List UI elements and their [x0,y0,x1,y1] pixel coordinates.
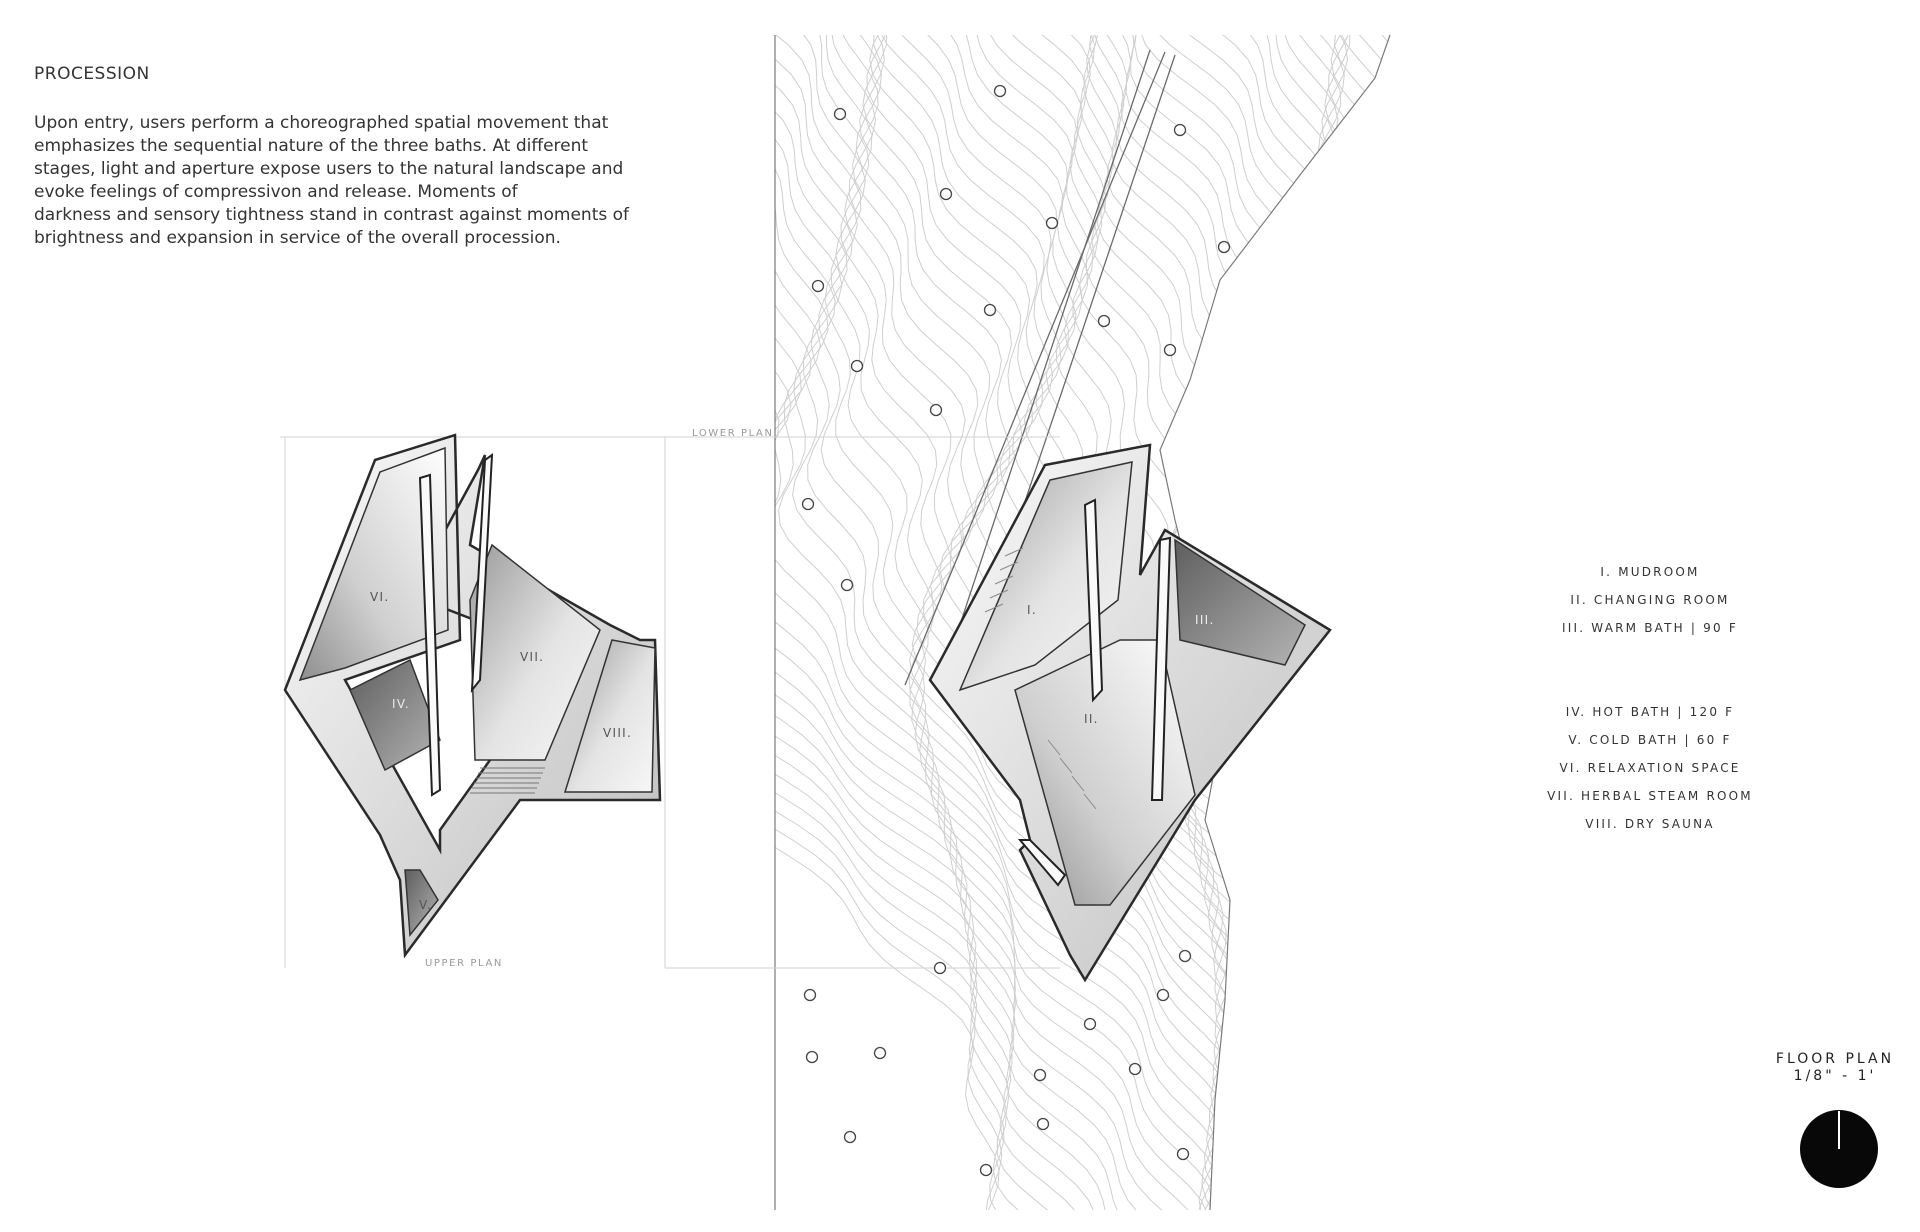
tree-marker [1035,1070,1046,1081]
tree-marker [931,405,942,416]
legend-item: VII. HERBAL STEAM ROOM [1547,789,1753,803]
tree-marker [875,1048,886,1059]
tree-marker [842,580,853,591]
tree-marker [835,109,846,120]
north-arrow-icon [1800,1110,1878,1188]
upper-plan-caption: UPPER PLAN [425,958,503,969]
room-legend [1490,558,1810,838]
tree-marker [981,1165,992,1176]
tree-marker [1165,345,1176,356]
legend-item: VIII. DRY SAUNA [1585,817,1715,831]
tree-marker [1038,1119,1049,1130]
room-label-viii: VIII. [603,726,633,740]
tree-marker [1085,1019,1096,1030]
tree-marker [995,86,1006,97]
tree-marker [803,499,814,510]
tree-marker [935,963,946,974]
legend-item: III. WARM BATH | 90 F [1562,621,1738,635]
tree-marker [1158,990,1169,1001]
room-label-ii: II. [1084,712,1099,726]
legend-item: V. COLD BATH | 60 F [1568,733,1732,747]
procession-description [34,112,629,250]
description-line: stages, light and aperture expose users to the natural landscape and [34,159,624,179]
description-line: evoke feelings of compressivon and release. Moments of [34,182,518,202]
room-label-iii: III. [1195,613,1215,627]
tree-marker [852,361,863,372]
drawing-title: FLOOR PLAN [1775,1051,1895,1067]
tree-marker [1178,1149,1189,1160]
description-line: darkness and sensory tightness stand in contrast against moments of [34,205,629,225]
legend-item: I. MUDROOM [1600,565,1700,579]
tree-marker [1219,242,1230,253]
tree-marker [1130,1064,1141,1075]
upper-plan [285,435,660,955]
room-label-iv: IV. [392,697,410,711]
tree-marker [941,189,952,200]
tree-marker [807,1052,818,1063]
description-line: Upon entry, users perform a choreographed spatial movement that [34,113,609,133]
tree-marker [1180,951,1191,962]
room-label-v: V. [419,898,433,912]
tree-marker [813,281,824,292]
tree-marker [1175,125,1186,136]
drawing-scale: 1/8" - 1' [1793,1068,1877,1084]
tree-marker [845,1132,856,1143]
tree-marker [1047,218,1058,229]
room-label-i: I. [1027,603,1037,617]
description-line: brightness and expansion in service of the overall procession. [34,228,561,248]
tree-marker [805,990,816,1001]
room-label-vi: VI. [370,590,390,604]
lower-plan-caption: LOWER PLAN [692,428,774,439]
tree-marker [985,305,996,316]
legend-item: IV. HOT BATH | 120 F [1565,705,1735,719]
legend-item: II. CHANGING ROOM [1570,593,1730,607]
room-label-vii: VII. [520,650,545,664]
procession-heading: PROCESSION [34,64,150,84]
title-block [1760,1051,1910,1085]
description-line: emphasizes the sequential nature of the three baths. At different [34,136,589,156]
legend-item: VI. RELAXATION SPACE [1559,761,1741,775]
tree-marker [1099,316,1110,327]
